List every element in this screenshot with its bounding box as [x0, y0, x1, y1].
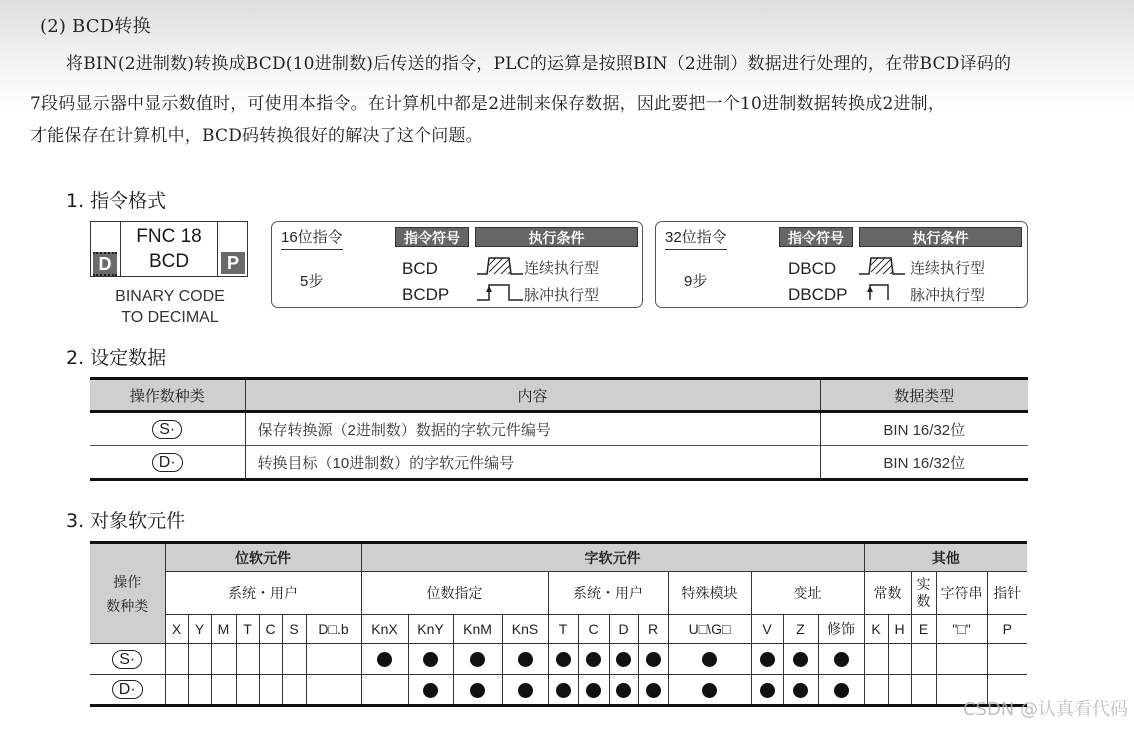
table-row-operand-d	[90, 675, 1027, 706]
group-header-row	[90, 543, 1027, 572]
applicability-cell	[306, 644, 361, 675]
applicability-cell	[502, 675, 548, 706]
applicability-cell	[751, 675, 783, 706]
col-operand-type: 操作数种类	[90, 379, 245, 412]
applicability-cell	[911, 644, 936, 675]
device-column-header: T	[548, 615, 578, 644]
instruction-16bit-box	[271, 221, 643, 308]
subgroup-index: 变址	[751, 572, 864, 615]
applicability-cell	[211, 675, 236, 706]
applicable-dot-icon	[646, 652, 661, 667]
row-header-line-2: 数种类	[106, 597, 149, 614]
applicable-dot-icon	[556, 683, 571, 698]
applicable-dot-icon	[702, 652, 717, 667]
operand-d: D·	[112, 680, 143, 699]
applicability-cell	[548, 675, 578, 706]
device-column-header: KnX	[361, 615, 408, 644]
real-line-2: 数	[916, 593, 931, 609]
fnc-desc-line-2: TO DECIMAL	[121, 309, 219, 326]
fnc-instruction-box	[90, 221, 248, 277]
continuous-label: 连续执行型	[524, 260, 600, 277]
applicability-cell	[165, 644, 188, 675]
applicable-dot-icon	[834, 652, 849, 667]
device-column-header: T	[236, 615, 259, 644]
applicability-cell	[936, 644, 987, 675]
type-cell: BIN 16/32位	[820, 412, 1028, 446]
prefix-d-tag: D	[93, 252, 117, 276]
fnc-label	[120, 221, 218, 277]
applicable-dot-icon	[586, 652, 601, 667]
device-column-header: V	[751, 615, 783, 644]
col-data-type: 数据类型	[820, 379, 1028, 412]
applicable-dot-icon	[793, 683, 808, 698]
set-data-table	[90, 377, 1028, 481]
table-header-row	[90, 379, 1028, 412]
subgroup-pointer: 指针	[987, 572, 1027, 615]
applicability-cell	[609, 644, 638, 675]
applicable-dot-icon	[470, 652, 485, 667]
applicability-cell	[236, 675, 259, 706]
device-column-header: D	[609, 615, 638, 644]
subgroup-string: 字符串	[936, 572, 987, 615]
group-word-devices: 字软元件	[361, 543, 864, 572]
fnc-desc-line-1: BINARY CODE	[115, 288, 225, 305]
applicability-cell	[408, 675, 453, 706]
device-column-header: S	[282, 615, 306, 644]
applicability-cell	[911, 675, 936, 706]
applicable-dot-icon	[518, 683, 533, 698]
device-column-header: Y	[188, 615, 211, 644]
operand-s: S·	[112, 650, 142, 669]
fnc-description	[100, 286, 240, 328]
applicability-cell	[609, 675, 638, 706]
pulse-label: 脉冲执行型	[524, 287, 600, 304]
group-others: 其他	[864, 543, 1027, 572]
device-column-header: H	[888, 615, 911, 644]
applicability-cell	[361, 644, 408, 675]
applicable-dot-icon	[616, 683, 631, 698]
watermark: CSDN @认真看代码	[962, 699, 1128, 720]
subgroup-special-module: 特殊模块	[668, 572, 751, 615]
device-column-header: X	[165, 615, 188, 644]
applicable-dot-icon	[423, 652, 438, 667]
applicability-cell	[818, 675, 864, 706]
applicability-cell	[987, 644, 1027, 675]
applicability-cell	[211, 644, 236, 675]
device-column-header: Z	[783, 615, 818, 644]
header-condition: 执行条件	[859, 227, 1022, 247]
applicability-cell	[188, 644, 211, 675]
applicability-cell	[864, 675, 888, 706]
paragraph-line-1: 将BIN(2进制数)转换成BCD(10进制数)后传送的指令，PLC的运算是按照BIN（2进制）数据进行处理的，在带BCD译码的	[66, 54, 1012, 74]
subgroup-constant: 常数	[864, 572, 911, 615]
operand-d: D·	[152, 453, 183, 472]
applicable-dot-icon	[586, 683, 601, 698]
applicability-cell	[638, 644, 668, 675]
continuous-label: 连续执行型	[910, 260, 986, 277]
row-header-line-1: 操作	[113, 573, 142, 590]
paragraph-line-2: 7段码显示器中显示数值时，可使用本指令。在计算机中都是2进制来保存数据，因此要把一个10进制数据转换成2进制，	[30, 94, 946, 114]
content-cell: 保存转换源（2进制数）数据的字软元件编号	[245, 412, 820, 446]
bits-label: 16位指令	[281, 226, 343, 250]
applicability-cell	[548, 644, 578, 675]
device-column-header: KnM	[453, 615, 502, 644]
subgroup-header-row	[90, 572, 1027, 615]
applicability-cell	[864, 644, 888, 675]
device-column-header: 修饰	[818, 615, 864, 644]
applicable-dot-icon	[470, 683, 485, 698]
applicability-cell	[306, 675, 361, 706]
section-heading: (2) BCD转换	[40, 16, 151, 37]
paragraph-line-3: 才能保存在计算机中，BCD码转换很好的解决了这个问题。	[30, 126, 483, 146]
subgroup-word-sys-user: 系统・用户	[548, 572, 668, 615]
device-column-header: P	[987, 615, 1027, 644]
device-column-header: "□"	[936, 615, 987, 644]
table-row-operand-s	[90, 644, 1027, 675]
operand-s: S·	[152, 420, 182, 439]
applicable-dot-icon	[760, 652, 775, 667]
subgroup-bit-sys-user: 系统・用户	[165, 572, 361, 615]
applicability-cell	[408, 644, 453, 675]
applicability-cell	[783, 675, 818, 706]
applicable-dot-icon	[377, 652, 392, 667]
applicability-cell	[259, 644, 282, 675]
real-line-1: 实	[916, 576, 931, 592]
applicable-dot-icon	[646, 683, 661, 698]
applicability-cell	[282, 644, 306, 675]
applicable-dot-icon	[518, 652, 533, 667]
subgroup-digit-spec: 位数指定	[361, 572, 548, 615]
mnemonic-continuous: BCD	[402, 259, 438, 278]
device-column-header: KnS	[502, 615, 548, 644]
row-header-operand-type	[90, 543, 165, 644]
continuous-exec-icon	[859, 255, 909, 277]
applicable-dot-icon	[702, 683, 717, 698]
applicability-cell	[165, 675, 188, 706]
pulse-exec-icon	[866, 282, 906, 304]
applicable-dot-icon	[793, 652, 808, 667]
device-column-header: M	[211, 615, 236, 644]
device-column-row	[90, 615, 1027, 644]
steps-count: 9步	[684, 273, 708, 290]
device-column-header: K	[864, 615, 888, 644]
col-content: 内容	[245, 379, 820, 412]
applicable-dot-icon	[616, 652, 631, 667]
applicability-cell	[578, 644, 609, 675]
pulse-exec-icon	[477, 282, 527, 304]
applicability-cell	[502, 644, 548, 675]
applicability-cell	[188, 675, 211, 706]
applicability-cell	[888, 644, 911, 675]
mnemonic-pulse: DBCDP	[788, 285, 848, 304]
device-column-header: C	[259, 615, 282, 644]
device-column-header: D□.b	[306, 615, 361, 644]
instruction-32bit-box	[655, 221, 1028, 308]
suffix-p-tag: P	[221, 252, 245, 274]
group-bit-devices: 位软元件	[165, 543, 361, 572]
applicability-cell	[453, 675, 502, 706]
bits-label: 32位指令	[665, 226, 727, 250]
applicable-dot-icon	[760, 683, 775, 698]
mnemonic-pulse: BCDP	[402, 285, 450, 304]
type-cell: BIN 16/32位	[820, 446, 1028, 480]
fnc-number: FNC 18	[136, 226, 202, 247]
section-title-instruction-format: 1. 指令格式	[66, 190, 167, 212]
section-title-target-devices: 3. 对象软元件	[66, 510, 186, 532]
device-column-header: R	[638, 615, 668, 644]
device-column-header: C	[578, 615, 609, 644]
device-column-header: KnY	[408, 615, 453, 644]
fnc-mnemonic: BCD	[148, 251, 190, 272]
applicability-cell	[818, 644, 864, 675]
header-symbol: 指令符号	[779, 227, 853, 247]
device-column-header: U□\G□	[668, 615, 751, 644]
applicable-dot-icon	[423, 683, 438, 698]
section-title-set-data: 2. 设定数据	[66, 347, 167, 369]
table-row	[90, 412, 1028, 446]
applicability-cell	[888, 675, 911, 706]
table-row	[90, 446, 1028, 480]
applicability-cell	[751, 644, 783, 675]
applicable-dot-icon	[556, 652, 571, 667]
applicability-cell	[578, 675, 609, 706]
applicability-cell	[259, 675, 282, 706]
target-devices-table	[90, 541, 1027, 707]
device-column-header: E	[911, 615, 936, 644]
applicability-cell	[638, 675, 668, 706]
header-condition: 执行条件	[475, 227, 638, 247]
applicability-cell	[453, 644, 502, 675]
applicability-cell	[668, 675, 751, 706]
applicable-dot-icon	[834, 683, 849, 698]
applicability-cell	[361, 675, 408, 706]
applicability-cell	[668, 644, 751, 675]
applicability-cell	[783, 644, 818, 675]
header-symbol: 指令符号	[395, 227, 469, 247]
pulse-label: 脉冲执行型	[910, 287, 986, 304]
continuous-exec-icon	[477, 255, 527, 277]
mnemonic-continuous: DBCD	[788, 259, 837, 278]
content-cell: 转换目标（10进制数）的字软元件编号	[245, 446, 820, 480]
applicability-cell	[282, 675, 306, 706]
applicability-cell	[236, 644, 259, 675]
steps-count: 5步	[300, 273, 324, 290]
subgroup-real	[911, 572, 936, 615]
